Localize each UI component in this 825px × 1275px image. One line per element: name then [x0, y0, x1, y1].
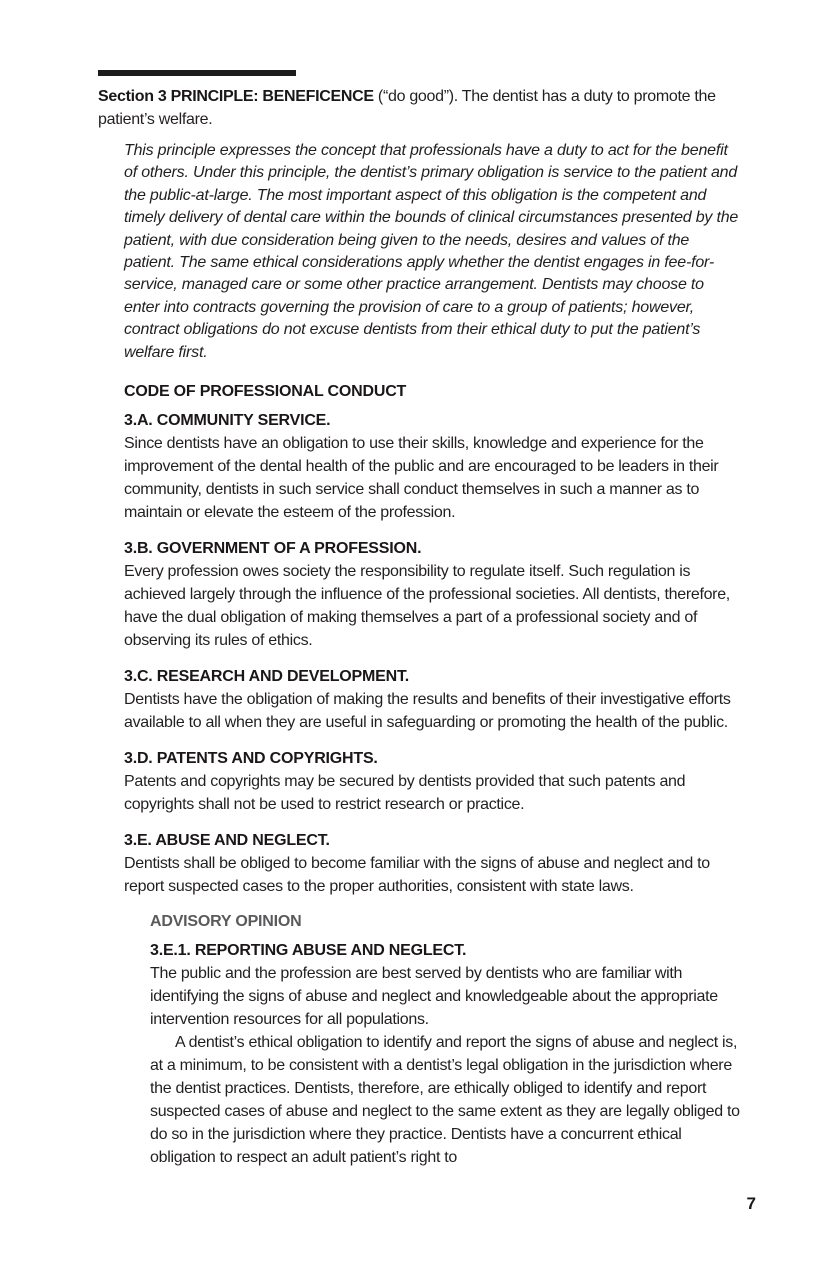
page-content [98, 70, 742, 1169]
section-header [98, 85, 742, 131]
section-title: Section 3 PRINCIPLE: BENEFICENCE [98, 88, 374, 105]
section-title-description: (“do good”). The dentist has a duty to promote the patient’s welfare. [98, 88, 716, 128]
subsection-3a [124, 409, 742, 524]
subsection-heading: 3.D. PATENTS AND COPYRIGHTS. [124, 750, 378, 768]
advisory-paragraph-2: A dentist’s ethical obligation to identify and report the signs of abuse and neglect is, at a minimum, to be consistent with a dentist’s legal obligation in the jurisdiction where the dentist practices. Dentists, therefore, are ethically obliged to identify and report suspected cases of abuse and neglect to the same extent as they are legally obliged to do so in the jurisdiction where they practice. Dentists have a concurrent ethical obligation to respect an adult patient’s right to [150, 1034, 740, 1167]
subsection-heading: 3.C. RESEARCH AND DEVELOPMENT. [124, 668, 410, 686]
page-number: 7 [746, 1194, 756, 1213]
subsection-3c [124, 665, 742, 734]
subsection-heading: 3.E. ABUSE AND NEGLECT. [124, 832, 330, 850]
subsection-3b [124, 537, 742, 652]
subsection-3e [124, 829, 742, 898]
advisory-opinion-block [150, 910, 740, 1169]
subsection-heading: 3.B. GOVERNMENT OF A PROFESSION. [124, 540, 422, 558]
section-body [124, 140, 742, 1169]
subsection-heading: 3.A. COMMUNITY SERVICE. [124, 412, 331, 430]
code-of-conduct-heading: CODE OF PROFESSIONAL CONDUCT [124, 383, 407, 401]
subsection-paragraph: Every profession owes society the responsibility to regulate itself. Such regulation is achieved largely through the influence of the professional societies. All dentists, therefore, have the dual obligation of making themselves a part of a professional society and of observing its rules of ethics. [124, 563, 730, 650]
advisory-opinion-heading: 3.E.1. REPORTING ABUSE AND NEGLECT. [150, 942, 467, 960]
subsection-paragraph: Dentists have the obligation of making the results and benefits of their investigative efforts available to all when they are useful in safeguarding or promoting the health of the public. [124, 691, 731, 732]
subsection-paragraph: Patents and copyrights may be secured by dentists provided that such patents and copyrights shall not be used to restrict research or practice. [124, 773, 686, 814]
section-rule-divider [98, 70, 296, 76]
subsection-paragraph: Since dentists have an obligation to use their skills, knowledge and experience for the improvement of the dental health of the public and are encouraged to be leaders in their community, dentists in such service shall conduct themselves in such a manner as to maintain or elevate the esteem of the profession. [124, 435, 719, 522]
subsection-paragraph: Dentists shall be obliged to become familiar with the signs of abuse and neglect and to report suspected cases to the proper authorities, consistent with state laws. [124, 855, 710, 896]
subsection-3d [124, 747, 742, 816]
advisory-paragraph-1: The public and the profession are best served by dentists who are familiar with identifying the signs of abuse and neglect and knowledgeable about the appropriate intervention resources for all populations. [150, 965, 718, 1029]
advisory-opinion-label: ADVISORY OPINION [150, 913, 302, 931]
principle-paragraph: This principle expresses the concept that professionals have a duty to act for the benefit of others. Under this principle, the dentist’s primary obligation is service to the patient and the public-at-large. The most important aspect of this obligation is the competent and timely delivery of dental care within the bounds of clinical circumstances presented by the patient, with due consideration being given to the needs, desires and values of the patient. The same ethical considerations apply whether the dentist engages in fee-for-service, managed care or some other practice arrangement. Dentists may choose to enter into contracts governing the provision of care to a group of patients; however, contract obligations do not excuse dentists from their ethical duty to put the patient’s welfare first. [124, 142, 739, 361]
